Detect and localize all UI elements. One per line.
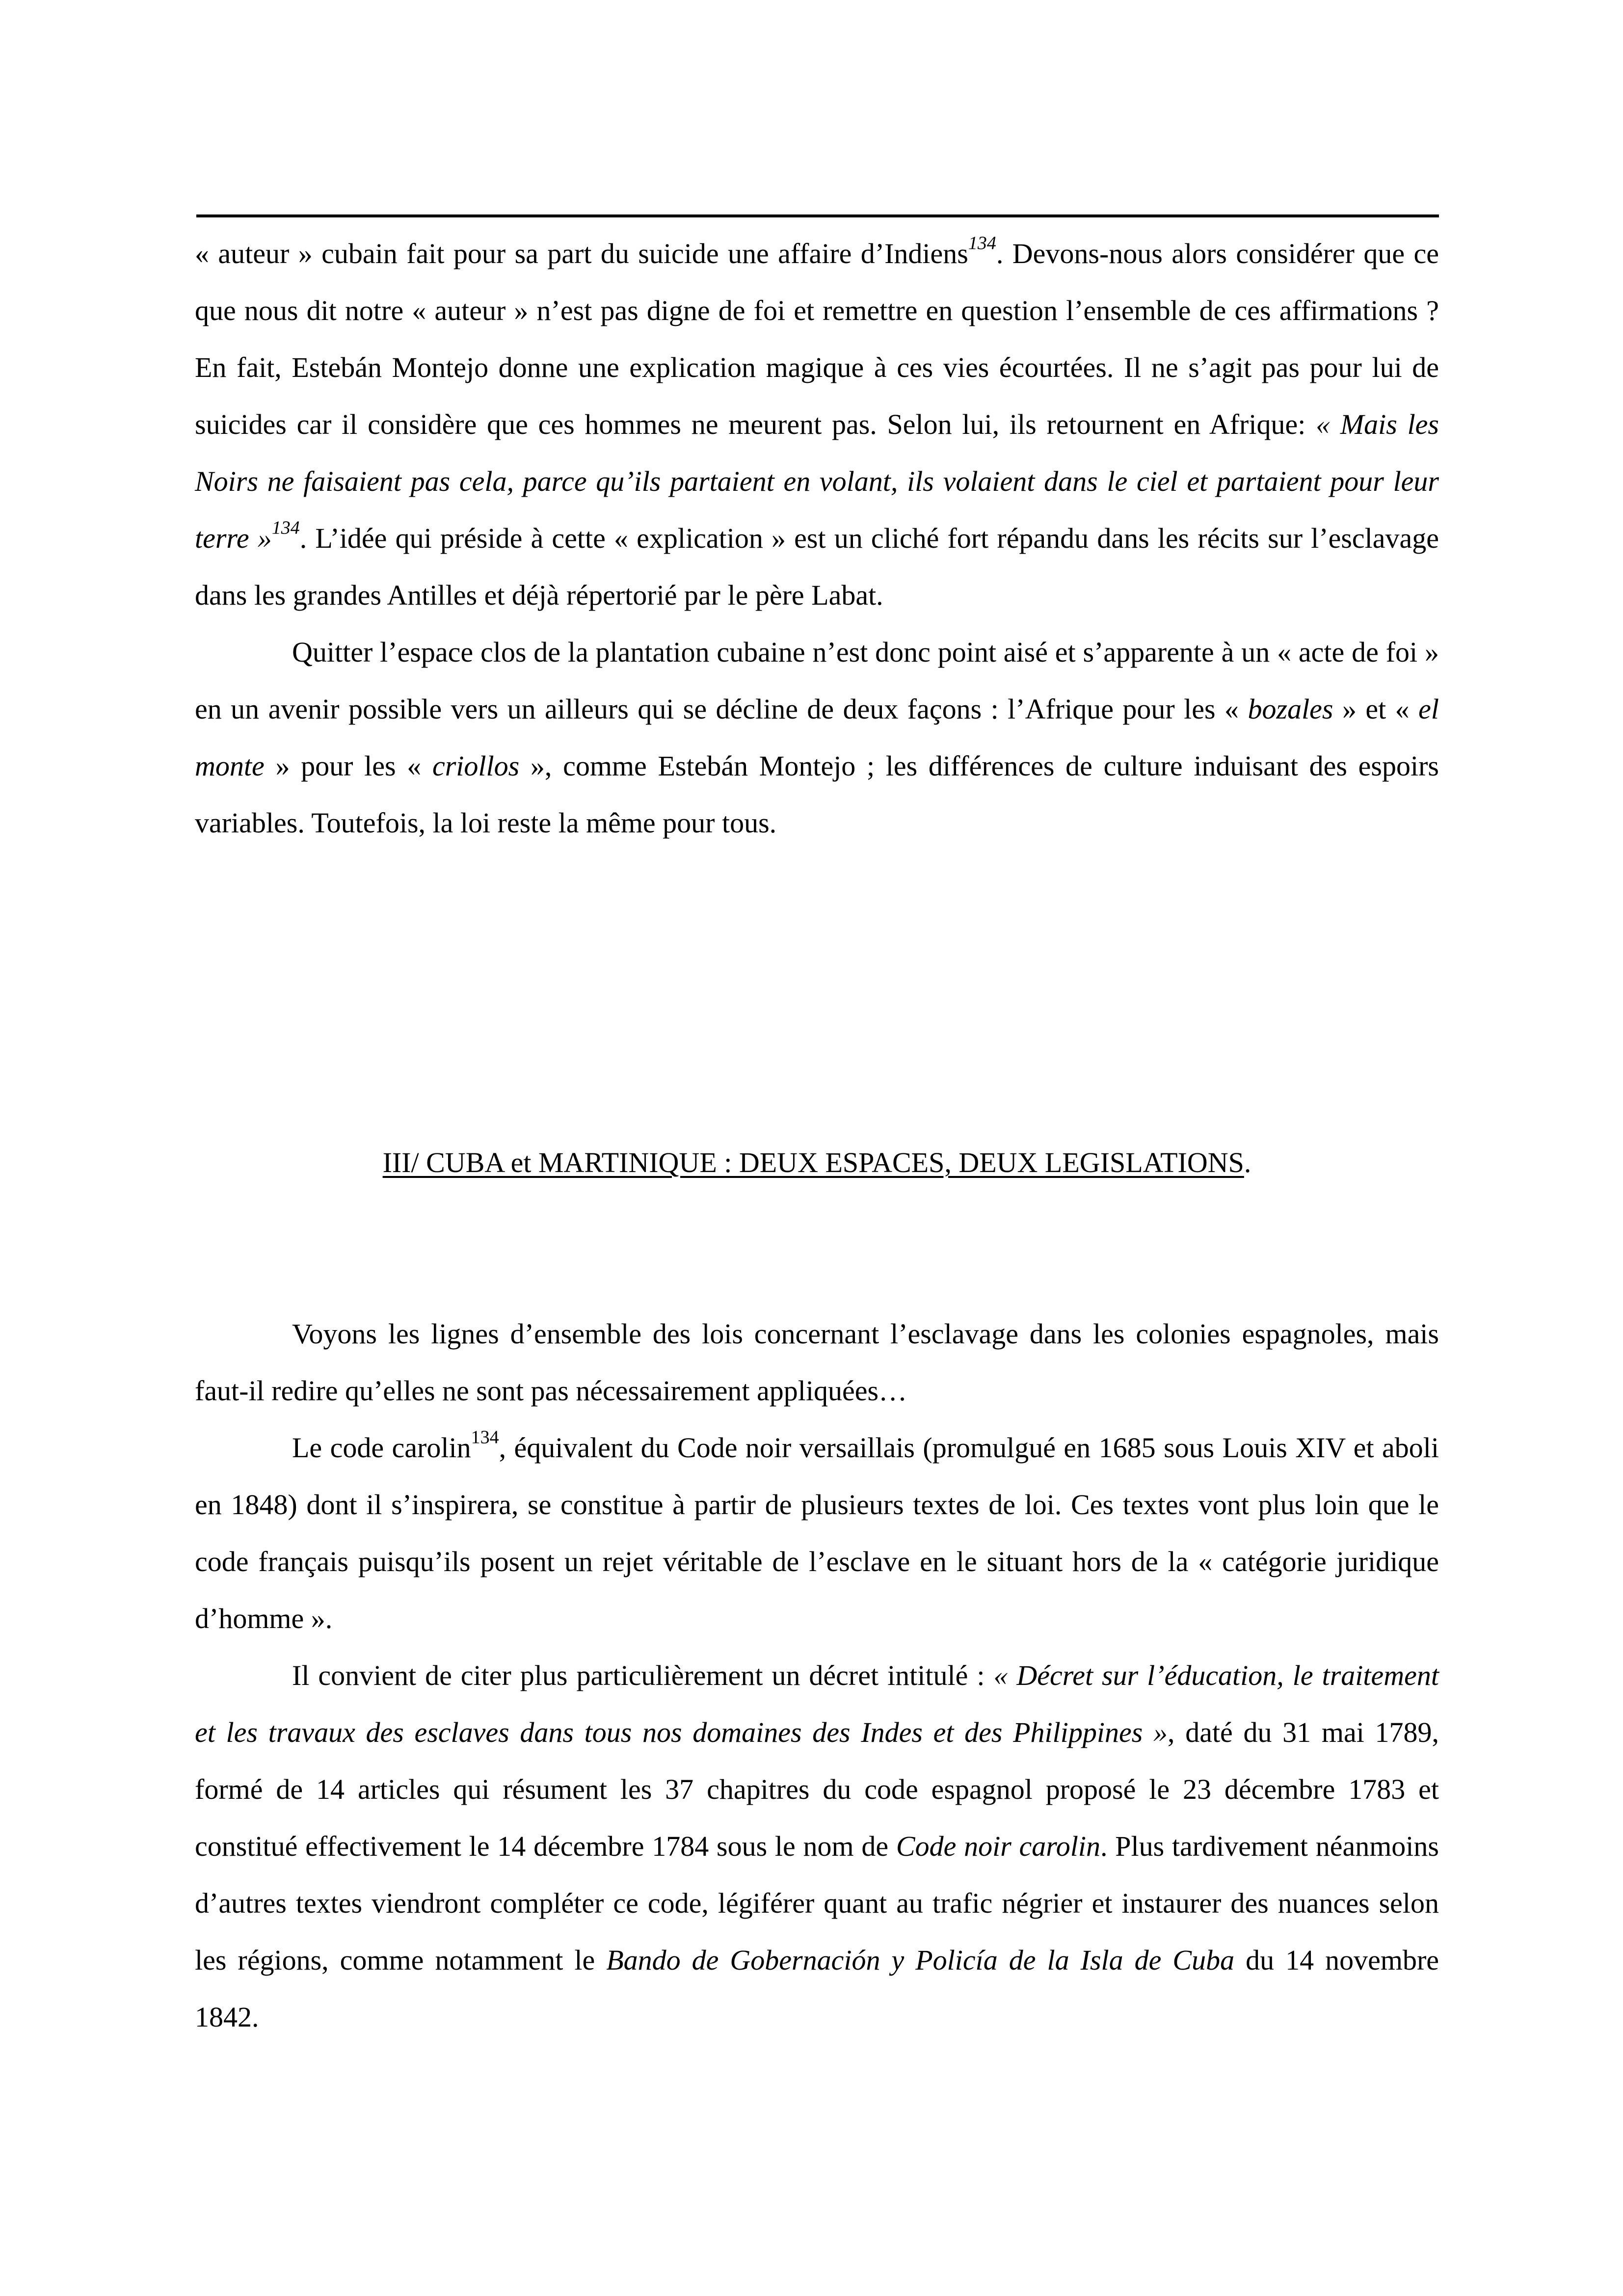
text: . L’idée qui préside à cette « explication » est un cliché fort répandu dans les récits sur l’esclavage dans les grandes Antilles et déjà répertorié par le père Labat. <box>195 522 1439 611</box>
text: Il convient de citer plus particulièrement un décret intitulé : <box>292 1659 994 1691</box>
text: , équivalent du Code noir versaillais (promulgué en 1685 sous Louis XIV et aboli en 1848) dont il s’inspirera, se constitue à partir de plusieurs textes de loi. Ces textes vont plus loin que le code français puisqu’ils posent un rejet véritable de l’esclave en le situant hors de la « catégorie juridique d’homme ». <box>195 1432 1439 1634</box>
text: . Plus tardivement néanmoins d’autres textes viendront compléter ce code, légiférer quant au trafic négrier et instaurer des nuances selon les régions, comme notamment le <box>195 1830 1439 1976</box>
text: » et « <box>1333 693 1419 725</box>
footnote-ref: 134 <box>471 1427 499 1448</box>
term: bozales <box>1248 693 1333 725</box>
text: Le code carolin <box>292 1432 471 1464</box>
heading-period: . <box>1244 1147 1251 1178</box>
paragraph-3 <box>195 1306 1439 1419</box>
term: criollos <box>432 750 520 782</box>
quotation: « Décret sur l’éducation, le traitement et les travaux des esclaves dans tous nos domaines des Indes et des Philippines » <box>195 1659 1439 1748</box>
paragraph-4 <box>195 1419 1439 1647</box>
text: . Devons-nous alors considérer que ce que nous dit notre « auteur » n’est pas digne de foi et remettre en question l’ensemble de ces affirmations ? En fait, Estebán Montejo donne une explication magique à ces vies écourtées. Il ne s’agit pas pour lui de suicides car il considère que ces hommes ne meurent pas. Selon lui, ils retournent en Afrique: <box>195 238 1439 440</box>
top-rule <box>196 214 1439 217</box>
paragraph-2 <box>195 624 1439 852</box>
paragraph-1 <box>195 225 1439 624</box>
text: » pour les « <box>264 750 432 782</box>
section-heading <box>195 1134 1439 1191</box>
term: el monte <box>195 693 1439 782</box>
text: « auteur » cubain fait pour sa part du suicide une affaire d’Indiens <box>195 238 968 269</box>
quotation: « Mais les Noirs ne faisaient pas cela, parce qu’ils partaient en volant, ils volaient dans le ciel et partaient pour leur terre » <box>195 408 1439 554</box>
text: Voyons les lignes d’ensemble des lois concernant l’esclavage dans les colonies espagnoles, mais faut-il redire qu’elles ne sont pas nécessairement appliquées… <box>195 1318 1439 1407</box>
paragraph-5 <box>195 1647 1439 2046</box>
heading-text: III/ CUBA et MARTINIQUE : DEUX ESPACES, DEUX LEGISLATIONS <box>382 1147 1244 1178</box>
text: , daté du 31 mai 1789, formé de 14 articles qui résument les 37 chapitres du code espagnol proposé le 23 décembre 1783 et constitué effectivement le 14 décembre 1784 sous le nom de <box>195 1716 1439 1862</box>
term: Bando de Gobernación y Policía de la Isla de Cuba <box>606 1944 1235 1976</box>
text: », comme Estebán Montejo ; les différences de culture induisant des espoirs variables. Toutefois, la loi reste la même pour tous. <box>195 750 1439 839</box>
page-body-top <box>195 225 1439 852</box>
footnote-ref: 134 <box>271 517 300 538</box>
footnote-ref: 134 <box>968 233 996 254</box>
page-body-bottom <box>195 1306 1439 2046</box>
term: Code noir carolin <box>896 1830 1100 1862</box>
text: du 14 novembre 1842. <box>195 1944 1439 2033</box>
text: Quitter l’espace clos de la plantation cubaine n’est donc point aisé et s’apparente à un « acte de foi » en un avenir possible vers un ailleurs qui se décline de deux façons : l’Afrique pour les « <box>195 636 1439 725</box>
